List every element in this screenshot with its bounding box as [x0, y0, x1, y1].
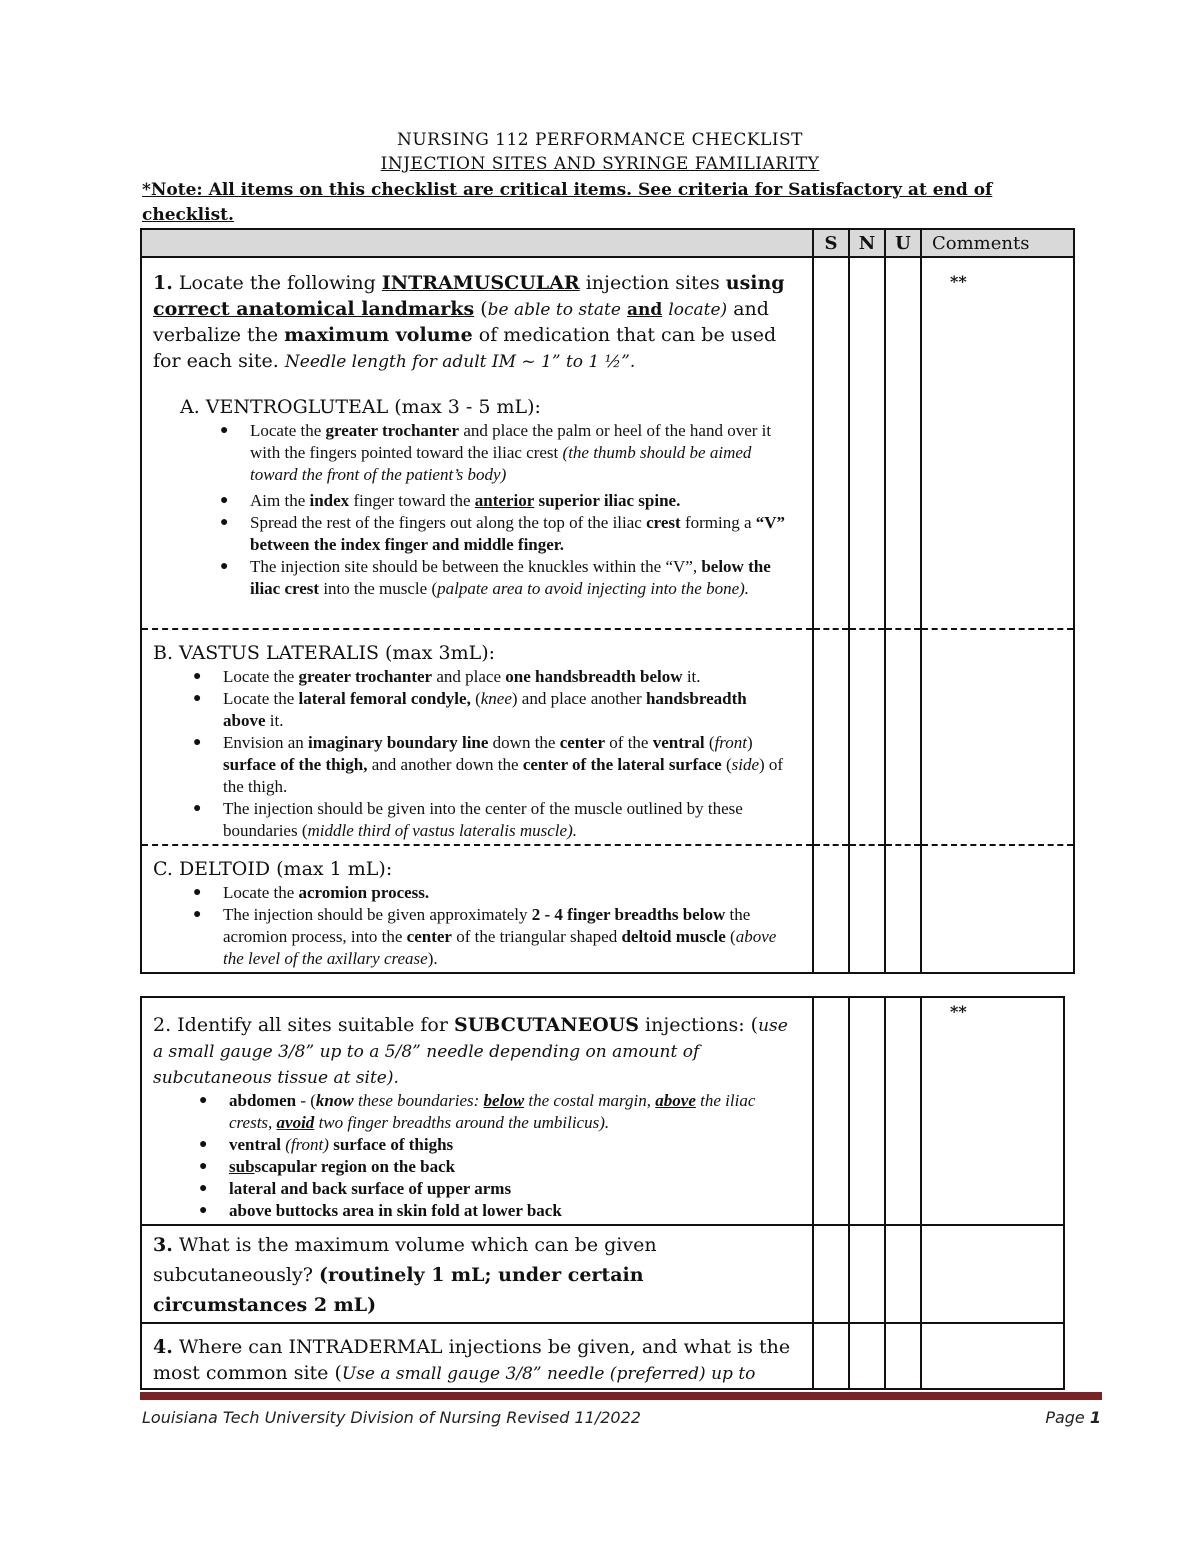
item1-t11: maximum volume [284, 324, 473, 346]
item2-bullet-2 [199, 1134, 792, 1156]
item2-bullet-3 [199, 1156, 792, 1178]
item3-n[interactable] [849, 1225, 885, 1323]
item2-text [153, 1012, 802, 1090]
item1-cell [141, 257, 813, 629]
section-b-s[interactable] [813, 629, 849, 845]
item1-u[interactable] [885, 257, 921, 629]
page-num: 1 [1089, 1408, 1101, 1427]
item4-a: Where can INTRADERMAL injections be given, and what is the most common site ( [153, 1336, 791, 1384]
section-b-n[interactable] [849, 629, 885, 845]
b-b3e: of the [609, 733, 649, 752]
i2-li1f: the costal margin, [528, 1091, 652, 1110]
header-s: S [813, 229, 849, 257]
a-b4d: palpate area to avoid injecting into the bone). [437, 579, 750, 598]
bullet-icon: ● [193, 907, 202, 922]
b-b2g: it. [269, 711, 284, 730]
b-b3i: ) [747, 733, 753, 752]
item4-n[interactable] [849, 1323, 885, 1389]
table-header-row [141, 229, 1074, 257]
item1-t1: Locate the following [178, 272, 376, 294]
item2-u[interactable] [885, 997, 921, 1225]
checklist-table-2 [140, 996, 1065, 1390]
item4-number: 4. [153, 1336, 173, 1358]
i2-li1h: the iliac crests, [229, 1091, 756, 1132]
c-b2a: The injection should be given approximately [223, 905, 528, 924]
item2-bullet-1 [199, 1090, 792, 1134]
item4-cell [141, 1323, 813, 1389]
item4-u[interactable] [885, 1323, 921, 1389]
a-b1b: greater trochanter [325, 421, 460, 440]
c-b2d: center [406, 927, 452, 946]
item2-comment-stars: ** [950, 1002, 967, 1021]
item3-u[interactable] [885, 1225, 921, 1323]
item2-d: use a small gauge 3/8” up to a 5/8” needle depending on amount of subcutaneous tissue at site). [153, 1016, 788, 1088]
item1-s[interactable] [813, 257, 849, 629]
item1-t12: of medication that can be used for each site. [153, 324, 777, 372]
c-b1b: acromion process. [298, 883, 430, 902]
item1-t5: correct anatomical landmarks [153, 298, 475, 320]
section-a-bullet-4 [220, 556, 792, 600]
i2-li4: lateral and back surface of upper arms [229, 1179, 512, 1198]
section-b-cell [141, 629, 813, 845]
b-b1b: greater trochanter [298, 667, 433, 686]
b-b3c: down the [492, 733, 556, 752]
b-b1d: one handsbreadth below [505, 667, 683, 686]
b-b4a: The injection should be given into the center of the muscle outlined by these boundaries ( [223, 799, 743, 840]
table-row-item3 [141, 1225, 1064, 1323]
c-b2i: ). [427, 949, 438, 968]
item3-a: What is the maximum volume which can be given subcutaneously? [153, 1234, 657, 1286]
section-c-bullet-1 [193, 882, 792, 904]
i2-li1i: avoid [276, 1113, 315, 1132]
item1-t3: injection sites [585, 272, 720, 294]
item2-b: SUBCUTANEOUS [454, 1014, 639, 1036]
section-b-bullet-3 [193, 732, 792, 798]
a-b2b: index [309, 491, 350, 510]
b-b3a: Envision an [223, 733, 304, 752]
i2-li1e: below [483, 1091, 525, 1110]
i2-li1c: know [315, 1091, 354, 1110]
bullet-icon: ● [199, 1093, 208, 1108]
item2-bullet-4 [199, 1178, 792, 1200]
i2-li2a: ventral [229, 1135, 281, 1154]
item1-t9: locate) [668, 300, 728, 320]
item1-t10: and verbalize the [153, 298, 769, 346]
a-b1d: (the thumb should be aimed toward the front of the patient’s body) [250, 443, 752, 484]
item2-n[interactable] [849, 997, 885, 1225]
document-title: NURSING 112 PERFORMANCE CHECKLIST [396, 130, 804, 150]
b-b3n: side [731, 755, 760, 774]
bullet-icon: ● [199, 1159, 208, 1174]
item3-cell [141, 1225, 813, 1323]
bullet-icon: ● [220, 559, 229, 574]
item2-cell [141, 997, 813, 1225]
c-b2h: above the level of the axillary crease [223, 927, 777, 968]
b-b3j: surface of the thigh, [223, 755, 368, 774]
checklist-table-1 [140, 228, 1075, 974]
section-c-title: C. DELTOID (max 1 mL): [153, 858, 393, 880]
section-c-comments[interactable] [921, 845, 1074, 973]
i2-li3b: scapular region on the back [254, 1157, 456, 1176]
c-b2b: 2 - 4 finger breadths below [531, 905, 726, 924]
item2-c: injections: ( [645, 1014, 759, 1036]
footer-divider [140, 1392, 1102, 1400]
b-b2d: knee [480, 689, 512, 708]
a-b4b: below the iliac crest [250, 557, 771, 598]
section-b-u[interactable] [885, 629, 921, 845]
bullet-icon: ● [193, 885, 202, 900]
item2-bullet-5 [199, 1200, 792, 1222]
item1-n[interactable] [849, 257, 885, 629]
b-b4b: middle third of vastus lateralis muscle). [307, 821, 577, 840]
i2-li1g: above [655, 1091, 696, 1110]
i2-li2b: (front) [285, 1135, 329, 1154]
item1-t4: using [725, 272, 785, 294]
table-row-item2 [141, 997, 1064, 1225]
section-a-bullet-1 [220, 420, 792, 486]
a-b4c: into the muscle ( [323, 579, 438, 598]
item1-t13: Needle length for adult IM ~ 1” to 1 ½”. [284, 352, 636, 372]
a-b4a: The injection site should be between the knuckles within the “V”, [250, 557, 698, 576]
section-b-bullet-2 [193, 688, 792, 732]
a-b3c: forming a [684, 513, 752, 532]
section-c-n[interactable] [849, 845, 885, 973]
a-b1c: and place the palm or heel of the hand over it with the fingers pointed toward the iliac crest [250, 421, 772, 462]
item2-a: 2. Identify all sites suitable for [153, 1014, 448, 1036]
b-b2e: ) and place another [511, 689, 642, 708]
section-b-bullet-1 [193, 666, 792, 688]
b-b1c: and place [436, 667, 502, 686]
section-c-bullet-2 [193, 904, 792, 970]
header-comments: Comments [921, 229, 1074, 257]
a-b2c: finger toward the [353, 491, 471, 510]
a-b2a: Aim the [250, 491, 306, 510]
i2-li2c: surface of thighs [333, 1135, 454, 1154]
i2-li5: above buttocks area in skin fold at lower back [229, 1201, 562, 1220]
b-b3o: ) of the thigh. [223, 755, 784, 796]
b-b3k: and another down the [371, 755, 519, 774]
b-b1a: Locate the [223, 667, 295, 686]
item3-b: (routinely 1 mL; under certain circumstances 2 mL) [153, 1264, 644, 1316]
table-row-sectionC [141, 845, 1074, 973]
c-b2e: of the triangular shaped [456, 927, 618, 946]
item2-s[interactable] [813, 997, 849, 1225]
b-b3f: ventral [652, 733, 705, 752]
footer-institution: Louisiana Tech University Division of Nursing Revised 11/2022 [142, 1408, 641, 1427]
a-b3b: crest [646, 513, 681, 532]
bullet-icon: ● [193, 691, 202, 706]
section-b-title: B. VASTUS LATERALIS (max 3mL): [153, 642, 496, 664]
b-b2b: lateral femoral condyle, [298, 689, 471, 708]
bullet-icon: ● [220, 515, 229, 530]
bullet-icon: ● [220, 423, 229, 438]
b-b3l: center of the lateral surface [522, 755, 722, 774]
table-row-item1 [141, 257, 1074, 629]
item1-t6: ( [480, 298, 488, 320]
document-subtitle: INJECTION SITES AND SYRINGE FAMILIARITY [380, 154, 820, 174]
b-b2f: handsbreadth above [223, 689, 747, 730]
item4-comments[interactable] [921, 1323, 1064, 1389]
a-b1a: Locate the [250, 421, 322, 440]
c-b2f: deltoid muscle [621, 927, 726, 946]
i2-li3a: sub [229, 1157, 255, 1176]
section-b-comments[interactable] [921, 629, 1074, 845]
b-b2a: Locate the [223, 689, 295, 708]
a-b2e: superior iliac spine. [538, 491, 681, 510]
item1-comments[interactable] [921, 257, 1074, 629]
bullet-icon: ● [193, 801, 202, 816]
bullet-icon: ● [193, 735, 202, 750]
section-c-cell [141, 845, 813, 973]
bullet-icon: ● [199, 1203, 208, 1218]
b-b2c: ( [475, 689, 481, 708]
section-c-s[interactable] [813, 845, 849, 973]
header-blank [141, 229, 813, 257]
page-label: Page [1045, 1408, 1085, 1427]
i2-li1d: these boundaries: [357, 1091, 480, 1110]
item4-b: Use a small gauge 3/8” needle (preferred) up to [341, 1364, 756, 1384]
b-b3m: ( [725, 755, 732, 774]
bullet-icon: ● [199, 1181, 208, 1196]
header-u: U [885, 229, 921, 257]
b-b3h: front [714, 733, 748, 752]
a-b3d: “V” between the index finger and middle finger. [250, 513, 786, 554]
item3-comments[interactable] [921, 1225, 1064, 1323]
section-c-u[interactable] [885, 845, 921, 973]
item1-number: 1. [153, 272, 173, 294]
b-b1e: it. [686, 667, 701, 686]
section-a-bullet-2 [220, 490, 792, 512]
item1-t8: and [627, 300, 663, 320]
i2-li1j: two finger breadths around the umbilicus). [318, 1113, 610, 1132]
critical-items-note: *Note: All items on this checklist are critical items. See criteria for Satisfactory at end of checklist. [142, 180, 993, 225]
bullet-icon: ● [193, 669, 202, 684]
table-row-item4 [141, 1323, 1064, 1389]
item1-t2: INTRAMUSCULAR [381, 272, 580, 294]
bullet-icon: ● [220, 493, 229, 508]
item4-s[interactable] [813, 1323, 849, 1389]
header-n: N [849, 229, 885, 257]
c-b2c: the acromion process, into the [223, 905, 751, 946]
b-b3g: ( [708, 733, 715, 752]
footer-page-number [1045, 1408, 1101, 1427]
item3-s[interactable] [813, 1225, 849, 1323]
b-b3b: imaginary boundary line [308, 733, 489, 752]
i2-li1b: - ( [296, 1091, 316, 1110]
section-a-bullet-3 [220, 512, 792, 556]
a-b3a: Spread the rest of the fingers out along the top of the iliac [250, 513, 642, 532]
c-b1a: Locate the [223, 883, 295, 902]
b-b3d: center [559, 733, 606, 752]
bullet-icon: ● [199, 1137, 208, 1152]
item3-number: 3. [153, 1234, 173, 1256]
c-b2g: ( [730, 927, 736, 946]
item2-comments[interactable] [921, 997, 1064, 1225]
i2-li1a: abdomen [229, 1091, 297, 1110]
a-b2d: anterior [474, 491, 535, 510]
section-b-bullet-4 [193, 798, 792, 842]
item1-t7: be able to state [487, 300, 621, 320]
table-row-sectionB [141, 629, 1074, 845]
item1-comment-stars: ** [950, 272, 967, 291]
section-a-title: A. VENTROGLUTEAL (max 3 - 5 mL): [180, 396, 541, 418]
